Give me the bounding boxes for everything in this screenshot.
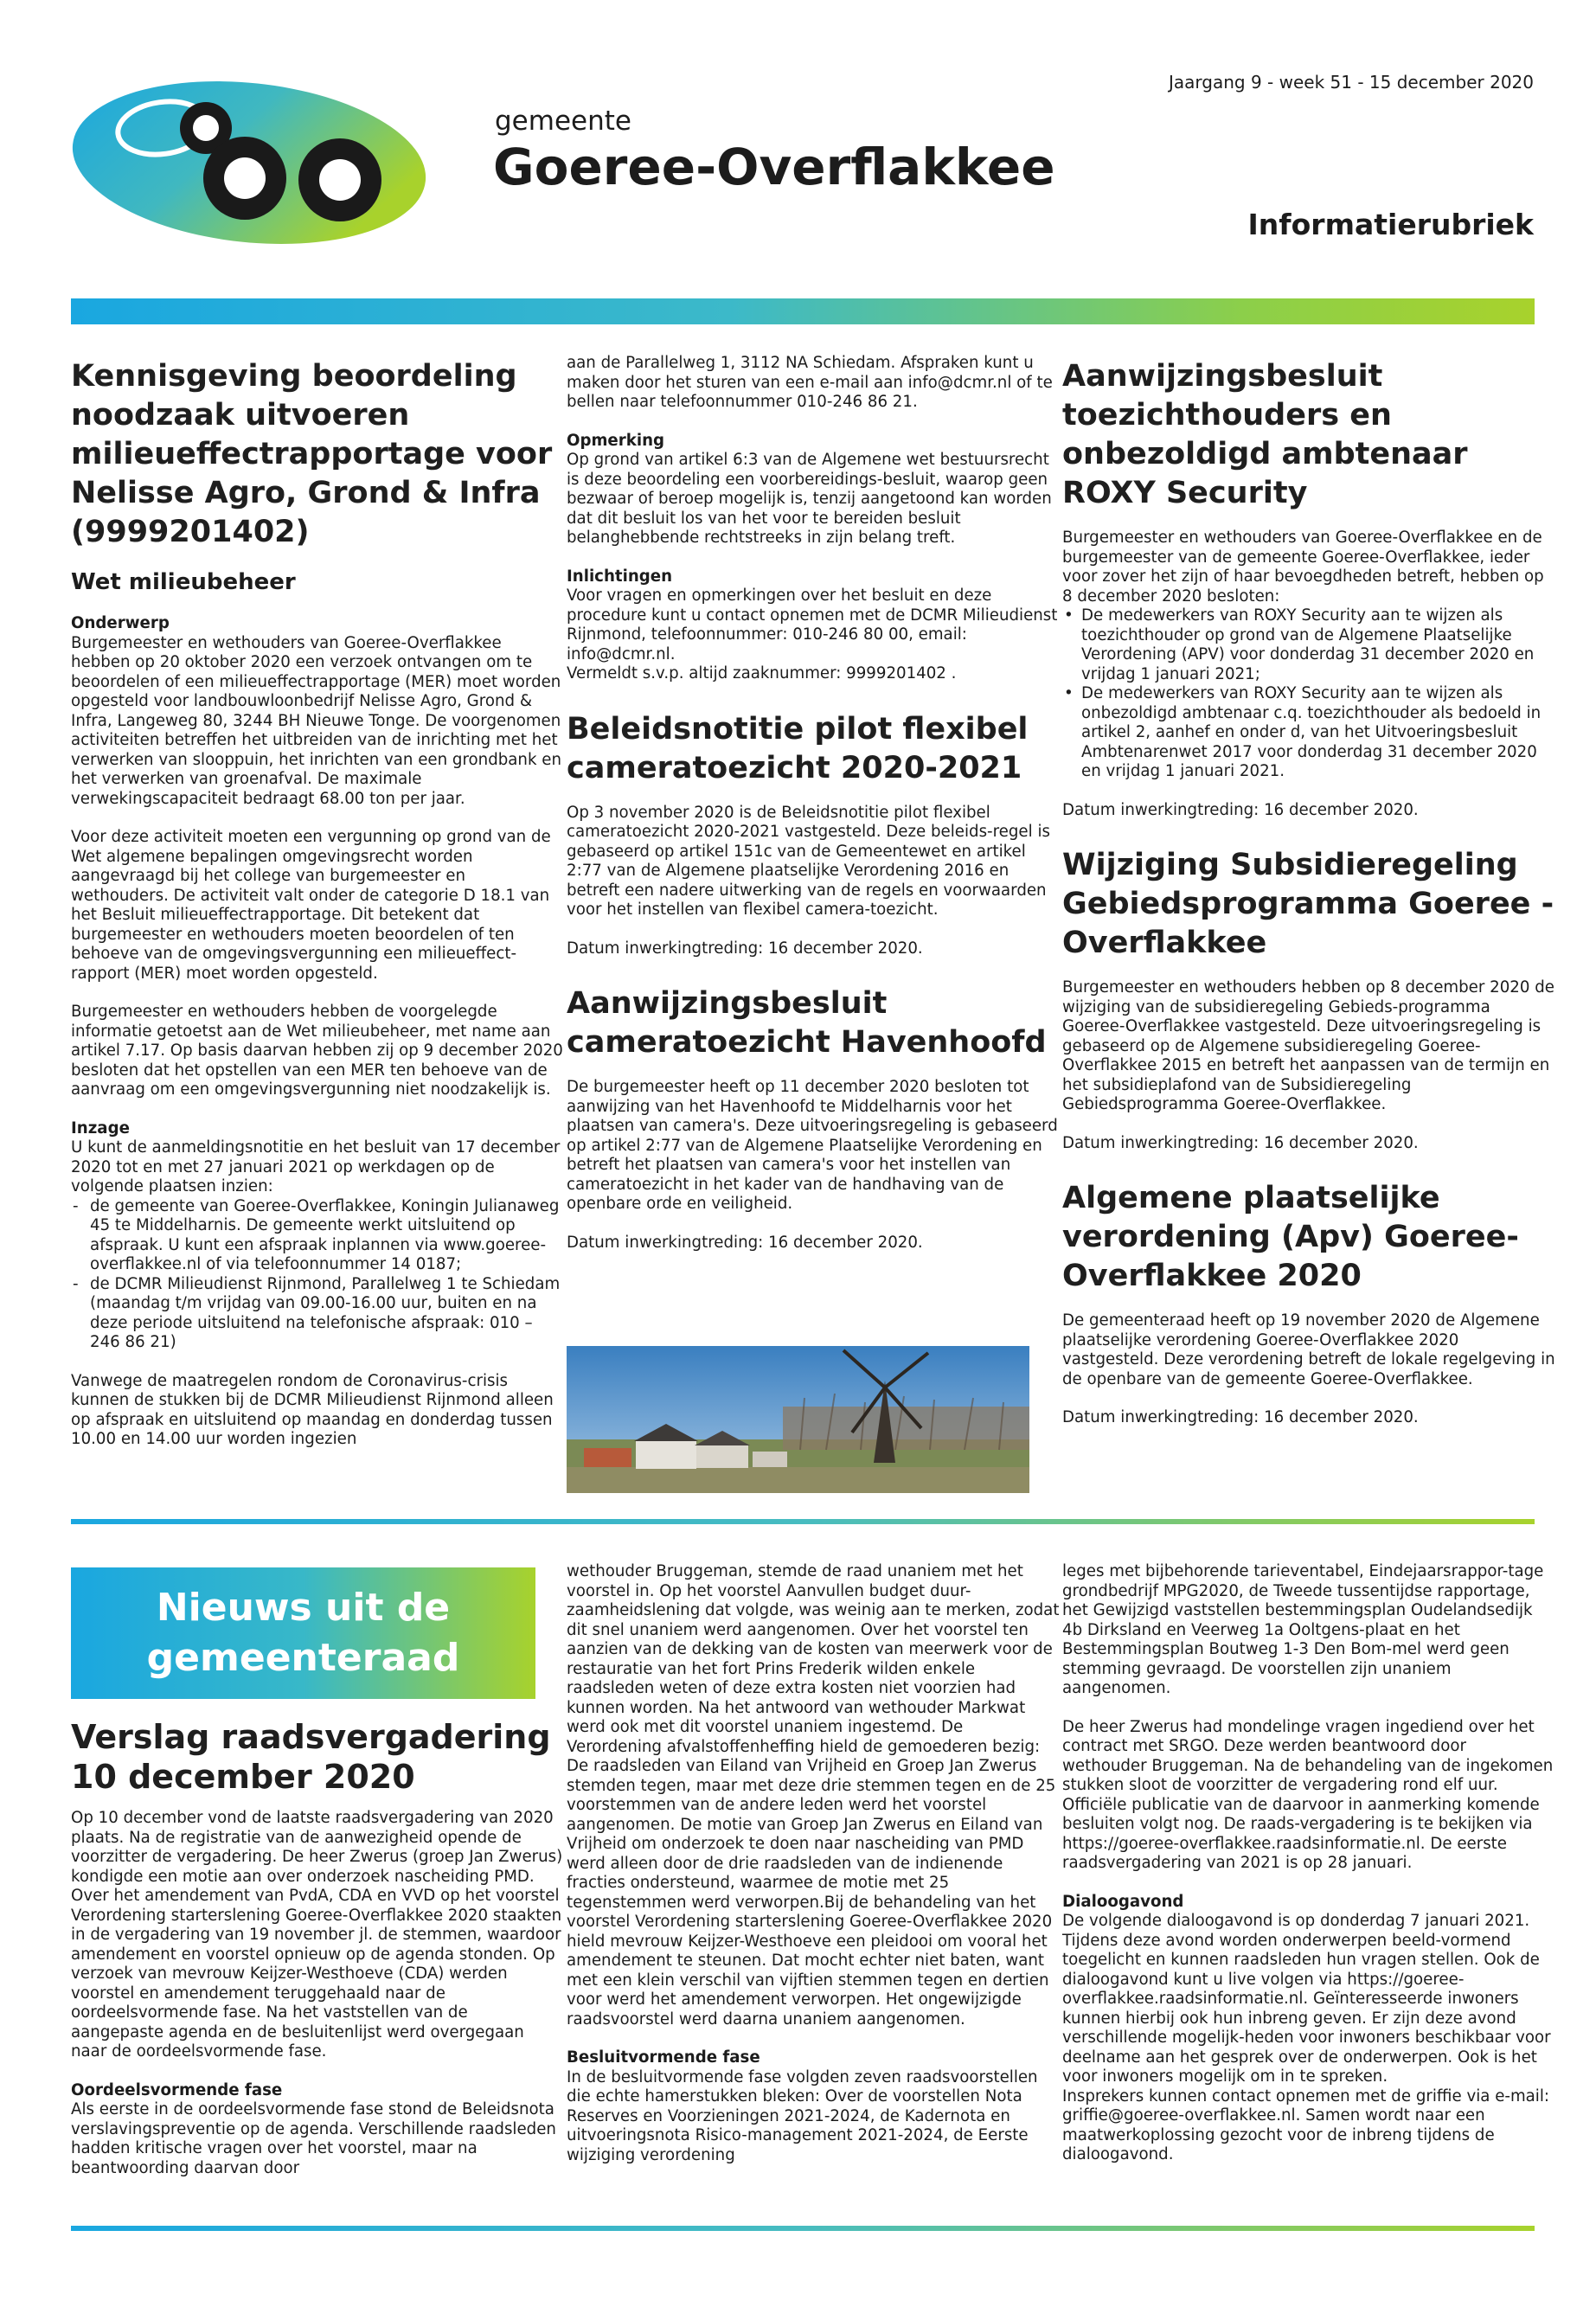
paragraph: Burgemeester en wethouders hebben de voorgelegde informatie getoetst aan de Wet milieubeheer, met name aan artikel 7.17. Op basis daarvan hebben zij op 9 december 2020 besloten dat het opstellen van een MER ten behoeve van de aanvraag om een omgevingsvergunning niet noodzakelijk is. bbox=[71, 1003, 563, 1099]
column-2 bbox=[567, 354, 1060, 1272]
section-title: Informatierubriek bbox=[1247, 208, 1534, 241]
paragraph: Als eerste in de oordeelsvormende fase stond de Beleidsnota verslavingspreventie op de agenda. Verschillende raadsleden hadden kritische vragen over het voorstel, maar na beantwoording daarvan door bbox=[71, 2100, 556, 2177]
paragraph: De gemeenteraad heeft op 19 november 2020 de Algemene plaatselijke verordening Goeree-Overflakkee 2020 vastgesteld. Deze verordening betreft de lokale regelgeving in de openbare van de gemeente Goeree-Overflakkee. bbox=[1062, 1311, 1555, 1388]
column-3 bbox=[1062, 357, 1555, 1447]
header-gemeente: gemeente bbox=[495, 106, 631, 137]
paragraph: Insprekers kunnen contact opnemen met de griffie via e-mail: griffie@goeree-overflakkee.nl. Samen wordt naar een maatwerkoplossing gezocht voor de inbreng tijdens de dialoogavond. bbox=[1062, 2086, 1550, 2163]
windmill-photo bbox=[567, 1346, 1029, 1493]
header-gradient-bar bbox=[71, 298, 1535, 324]
article-subtitle: Wet milieubeheer bbox=[71, 569, 296, 595]
article-title-roxy: Aanwijzingsbesluit toezichthouders en onbezoldigd ambtenaar ROXY Security bbox=[1062, 359, 1468, 510]
paragraph: wethouder Bruggeman, stemde de raad unaniem met het voorstel in. Op het voorstel Aanvullen budget duur-zaamheidslening dat volgde, was weinig aan te merken, zodat dit snel unaniem werd aangenomen. Over het voorstel ten aanzien van de dekking van de kosten van meerwerk voor de restauratie van het fort Prins Frederik wilden enkele raadsleden weten of deze extra kosten niet voorzien had kunnen worden. Na het antwoord van wethouder Markwat werd ook met dit voorstel unaniem ingestemd. De Verordening afvalstoffenheffing hield de gemoederen bezig: De raadsleden van Eiland van Vrijheid en Groep Jan Zwerus stemden tegen, maar met deze drie stemmen tegen en de 25 voorstemmen van de andere leden werd het voorstel aangenomen. De motie van Groep Jan Zwerus en Eiland van Vrijheid om onderzoek te doen naar nascheiding van PMD werd alleen door de drie raadsleden van de indienende fracties ondersteund, waarmee de motie met 25 tegenstemmen werd verworpen.Bij de behandeling van het voorstel Verordening starterslening Goeree-Overflakkee 2020 hield mevrouw Keijzer-Westhoeve een pleidooi om vooral het amendement te steunen. Dat mocht echter niet baten, want met een klein verschil van vijftien stemmen tegen en dertien voor werd het amendement verworpen. Het ongewijzigde raadsvoorstel werd daarna unaniem aangenomen. bbox=[567, 1562, 1060, 2029]
paragraph: Burgemeester en wethouders van Goeree-Overflakkee hebben op 20 oktober 2020 een verzoek ontvangen om te beoordelen of een milieueffectrapportage (MER) moet worden opgesteld voor landbouwloonbedrijf Nelisse Agro, Grond & Infra, Langeweg 80, 3244 BH Nieuwe Tonge. De voorgenomen activiteiten betreffen het uitbreiden van de inrichting met het verwerken van slooppuin, het inrichten van een grondbank en het verwerken van groenafval. De maximale verwekingscapaciteit bedraagt 68.00 ton per jaar. bbox=[71, 633, 561, 808]
date-text: Datum inwerkingtreding: 16 december 2020. bbox=[1062, 800, 1419, 819]
list-item: - de gemeente van Goeree-Overflakkee, Koningin Julianaweg 45 te Middelharnis. De gemeente werkt uitsluitend op afspraak. U kunt een afspraak inplannen via www.goeree-overflakkee.nl of via telefoonnummer 14 0187; bbox=[71, 1197, 564, 1275]
paragraph: Burgemeester en wethouders hebben op 8 december 2020 de wijziging van de subsidieregeling Gebieds-programma Goeree-Overflakkee vastgesteld. Deze uitvoeringsregeling is gebaseerd op de Algemene subsidieregeling Goeree-Overflakkee 2015 en betreft het aanpassen van de termijn en het subsidieplafond van de Subsidieregeling Gebiedsprogramma Goeree-Overflakkee. bbox=[1062, 978, 1554, 1113]
article-title-subsidie: Wijziging Subsidieregeling Gebiedsprogramma Goeree - Overflakkee bbox=[1062, 848, 1554, 960]
article-title-beleidsnotitie: Beleidsnotitie pilot flexibel cameratoezicht 2020-2021 bbox=[567, 711, 1029, 785]
paragraph: U kunt de aanmeldingsnotitie en het besluit van 17 december 2020 tot en met 27 januari 2021 op werkdagen op de volgende plaatsen inzien: bbox=[71, 1138, 561, 1195]
header-title: Goeree-Overflakkee bbox=[493, 138, 1055, 196]
section-head: Oordeelsvormende fase bbox=[71, 2080, 283, 2099]
date-text: Datum inwerkingtreding: 16 december 2020. bbox=[567, 1233, 923, 1252]
paragraph: De heer Zwerus had mondelinge vragen ingediend over het contract met SRGO. Deze werden beantwoord door wethouder Bruggeman. Na de behandeling van de ingekomen stukken sloot de voorzitter de vergadering rond elf uur. Officiële publicatie van de daarvoor in aanmerking komende besluiten volgt nog. De raads-vergadering is te bekijken via https://goeree-overflakkee.raadsinformatie.nl. De eerste raadsvergadering van 2021 is op 28 januari. bbox=[1062, 1717, 1554, 1872]
section-head: Opmerking bbox=[567, 431, 665, 450]
footer-bar bbox=[71, 2226, 1535, 2231]
paragraph: In de besluitvormende fase volgden zeven raadsvoorstellen die echte hamerstukken bleken: Over de voorstellen Nota Reserves en Voorzieningen 2021-2024, de Kadernota en uitvoeringsnota Risico-management 2021-2024, de Eerste wijziging verordening bbox=[567, 2067, 1038, 2164]
logo bbox=[67, 76, 431, 249]
roxy-list bbox=[1062, 606, 1555, 782]
logo-icon bbox=[67, 76, 431, 249]
section-head: Inzage bbox=[71, 1118, 130, 1138]
section-head: Besluitvormende fase bbox=[567, 2048, 760, 2067]
paragraph: Op 3 november 2020 is de Beleidsnotitie pilot flexibel cameratoezicht 2020-2021 vastgesteld. Deze beleids-regel is gebaseerd op artikel 151c van de Gemeentewet en artikel 2:77 van de Algemene plaatselijke Verordening 2016 en betreft een nadere uitwerking van de regels en voorwaarden voor het instellen van flexibel camera-toezicht. bbox=[567, 803, 1050, 919]
news-title: Verslag raadsvergadering 10 december 2020 bbox=[71, 1718, 551, 1796]
paragraph: Op 10 december vond de laatste raadsvergadering van 2020 plaats. Na de registratie van de aanwezigheid opende de voorzitter de vergadering. De heer Zwerus (groep Jan Zwerus) kondigde een motie aan over onderzoek nascheiding PMD. Over het amendement van PvdA, CDA en VVD op het voorstel Verordening starterslening Goeree-Overflakkee 2020 staakten in de vergadering van 19 november jl. de stemmen, waardoor amendement en voorstel opnieuw op de agenda stonden. Op verzoek van mevrouw Keijzer-Westhoeve (CDA) werden voorstel en amendement teruggehaald naar de oordeelsvormende fase. Na het vaststellen van de aangepaste agenda en de besluitenlijst werd overgegaan naar de oordeelsvormende fase. bbox=[71, 1809, 563, 2061]
inzage-list bbox=[71, 1197, 564, 1353]
paragraph: Burgemeester en wethouders van Goeree-Overflakkee en de burgemeester van de gemeente Goeree-Overflakkee, ieder voor zover het zijn of haar bevoegdheden betreft, hebben op 8 december 2020 besloten: bbox=[1062, 529, 1544, 606]
paragraph: Op grond van artikel 6:3 van de Algemene wet bestuursrecht is deze beoordeling een voorbereidings-besluit, waarop geen bezwaar of beroep mogelijk is, tenzij aangetoond kan worden dat dit besluit los van het voor te bereiden besluit belanghebbende rechtstreeks in zijn belang treft. bbox=[567, 451, 1052, 547]
list-item: - de DCMR Milieudienst Rijnmond, Parallelweg 1 te Schiedam (maandag t/m vrijdag van 09.00-16.00 uur, buiten en na deze periode uitsluitend na telefonische afspraak: 010 – 246 86 21) bbox=[71, 1275, 564, 1353]
news-column-2 bbox=[567, 1562, 1060, 2184]
banner-line: Nieuws uit de bbox=[156, 1586, 451, 1630]
news-column-3 bbox=[1062, 1562, 1555, 2184]
paragraph: Voor vragen en opmerkingen over het besluit en deze procedure kunt u contact opnemen met de DCMR Milieudienst Rijnmond, telefoonnummer: 010-246 80 00, email: info@dcmr.nl. bbox=[567, 586, 1058, 663]
list-item: • De medewerkers van ROXY Security aan te wijzen als onbezoldigd ambtenaar c.q. toezichthouder als bedoeld in artikel 2, aanhef en onder d, van het Uitvoeringsbesluit Ambtenarenwet 2017 voor donderdag 31 december 2020 en vrijdag 1 januari 2021. bbox=[1062, 684, 1555, 782]
section-head: Onderwerp bbox=[71, 614, 170, 632]
paragraph: De burgemeester heeft op 11 december 2020 besloten tot aanwijzing van het Havenhoofd te Middelharnis voor het plaatsen van camera's. Deze uitvoeringsregeling is gebaseerd op artikel 2:77 van de Algemene Plaatselijke Verordening en betreft het plaatsen van camera's voor het instellen van cameratoezicht in het kader van de handhaving van de openbare orde en veiligheid. bbox=[567, 1078, 1058, 1213]
news-banner bbox=[71, 1567, 535, 1699]
date-text: Datum inwerkingtreding: 16 december 2020. bbox=[1062, 1133, 1419, 1152]
paragraph: leges met bijbehorende tarieventabel, Eindejaarsrappor-tage grondbedrijf MPG2020, de Tweede tussentijdse rapportage, het Gewijzigd vaststellen bestemmingsplan Oudelandsedijk 4b Dirksland en Veerweg 1a Ooltgens-plaat en het Bestemmingsplan Boutweg 1-3 Den Bom-mel werd geen stemming gevraagd. De voorstellen zijn unaniem aangenomen. bbox=[1062, 1562, 1544, 1697]
date-text: Datum inwerkingtreding: 16 december 2020. bbox=[567, 939, 923, 958]
article-title-apv: Algemene plaatselijke verordening (Apv) Goeree-Overflakkee 2020 bbox=[1062, 1181, 1519, 1293]
date-text: Datum inwerkingtreding: 16 december 2020. bbox=[1062, 1408, 1419, 1426]
column-1 bbox=[71, 357, 564, 1469]
article-title-havenhoofd: Aanwijzingsbesluit cameratoezicht Havenhoofd bbox=[567, 986, 1047, 1060]
section-head: Inlichtingen bbox=[567, 567, 673, 586]
news-column-1 bbox=[71, 1717, 564, 2197]
paragraph: Voor deze activiteit moeten een vergunning op grond van de Wet algemene bepalingen omgevingsrecht worden aangevraagd bij het college van burgemeester en wethouders. De activiteit valt onder de categorie D 18.1 van het Besluit milieueffectrapportage. Dit betekent dat burgemeester en wethouders moeten beoordelen of ten behoeve van de omgevingsvergunning een milieueffect-rapport (MER) moet worden opgesteld. bbox=[71, 828, 551, 983]
divider-bar bbox=[71, 1519, 1535, 1524]
paragraph: Vanwege de maatregelen rondom de Coronavirus-crisis kunnen de stukken bij de DCMR Milieudienst Rijnmond alleen op afspraak en uitsluitend op maandag en donderdag tussen 10.00 en 14.00 uur worden ingezien bbox=[71, 1371, 554, 1448]
paragraph: Vermeldt s.v.p. altijd zaaknummer: 9999201402 . bbox=[567, 664, 957, 683]
list-item: • De medewerkers van ROXY Security aan te wijzen als toezichthouder op grond van de Algemene Plaatselijke Verordening (APV) voor donderdag 31 december 2020 en vrijdag 1 januari 2021; bbox=[1062, 606, 1555, 684]
article-title-mer: Kennisgeving beoordeling noodzaak uitvoeren milieueffectrapportage voor Nelisse Agro, Grond & Infra (9999201402) bbox=[71, 359, 553, 549]
paragraph: aan de Parallelweg 1, 3112 NA Schiedam. Afspraken kunt u maken door het sturen van een e-mail aan info@dcmr.nl of te bellen naar telefoonnummer 010-246 86 21. bbox=[567, 354, 1053, 411]
issue-info: Jaargang 9 - week 51 - 15 december 2020 bbox=[1169, 72, 1534, 93]
paragraph: De volgende dialoogavond is op donderdag 7 januari 2021. Tijdens deze avond worden onderwerpen beeld-vormend toegelicht en kunnen raadsleden hun vragen stellen. Ook de dialoogavond kunt u live volgen via https://goeree-overflakkee.raadsinformatie.nl. Geïnteresseerde inwoners kunnen hierbij ook hun inbreng geven. Er zijn deze avond verschillende mogelijk-heden voor inwoners beschikbaar voor deelname aan het gesprek over de onderwerpen. Ook is het voor inwoners mogelijk om in te spreken. bbox=[1062, 1912, 1551, 2086]
section-head: Dialoogavond bbox=[1062, 1892, 1184, 1911]
banner-line: gemeenteraad bbox=[146, 1636, 460, 1680]
